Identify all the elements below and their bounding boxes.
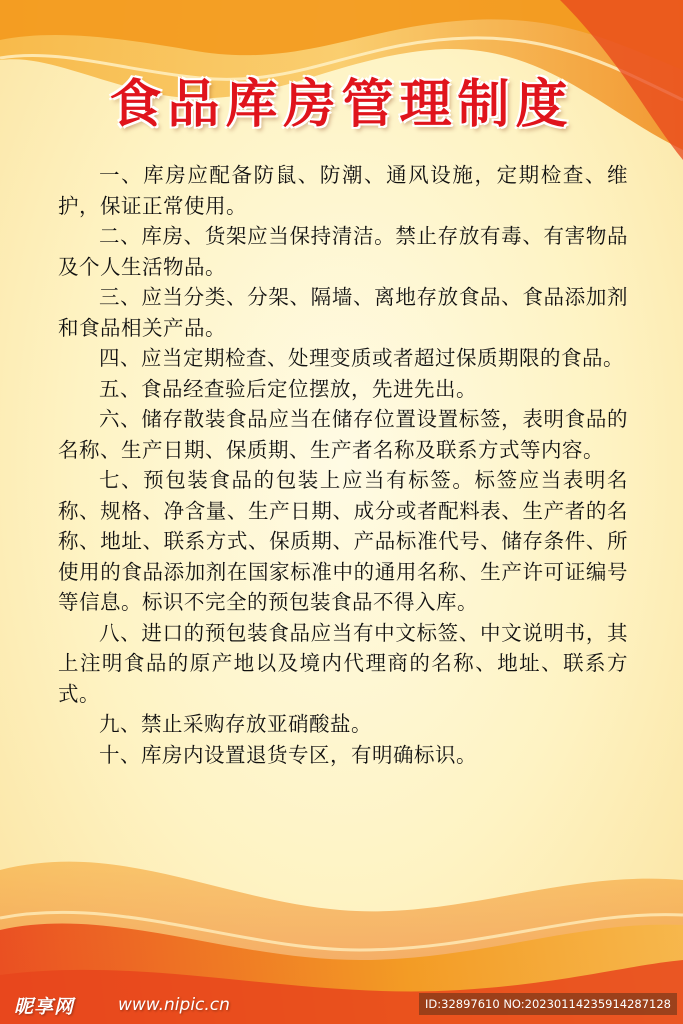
page-title: 食品库房管理制度 <box>109 75 574 135</box>
watermark-url: www.nipic.cn <box>118 995 230 1015</box>
rules-list <box>58 160 628 770</box>
rule-item: 六、储存散装食品应当在储存位置设置标签，表明食品的名称、生产日期、保质期、生产者名称及联系方式等内容。 <box>58 407 628 462</box>
rule-item: 八、进口的预包装食品应当有中文标签、中文说明书，其上注明食品的原产地以及境内代理商的名称、地址、联系方式。 <box>58 620 628 706</box>
rule-item: 十、库房内设置退货专区，有明确标识。 <box>99 742 477 767</box>
watermark-logo: 昵享网 <box>14 996 75 1018</box>
rule-item: 一、库房应配备防鼠、防潮、通风设施，定期检查、维护，保证正常使用。 <box>58 163 628 218</box>
rule-item: 二、库房、货架应当保持清洁。禁止存放有毒、有害物品及个人生活物品。 <box>58 224 628 279</box>
rule-item: 七、预包装食品的包装上应当有标签。标签应当表明名称、规格、净含量、生产日期、成分或者配料表、生产者的名称、地址、联系方式、保质期、产品标准代号、储存条件、所使用的食品添加剂在国家标准中的通用名称、生产许可证编号等信息。标识不完全的预包装食品不得入库。 <box>58 468 628 614</box>
rule-item: 五、食品经查验后定位摆放，先进先出。 <box>99 376 477 401</box>
rule-item: 四、应当定期检查、处理变质或者超过保质期限的食品。 <box>99 346 624 370</box>
rule-item: 九、禁止采购存放亚硝酸盐。 <box>99 712 372 736</box>
image-id-label: ID:32897610 NO:20230114235914287128 <box>419 993 677 1015</box>
rule-item: 三、应当分类、分架、隔墙、离地存放食品、食品添加剂和食品相关产品。 <box>58 285 628 340</box>
